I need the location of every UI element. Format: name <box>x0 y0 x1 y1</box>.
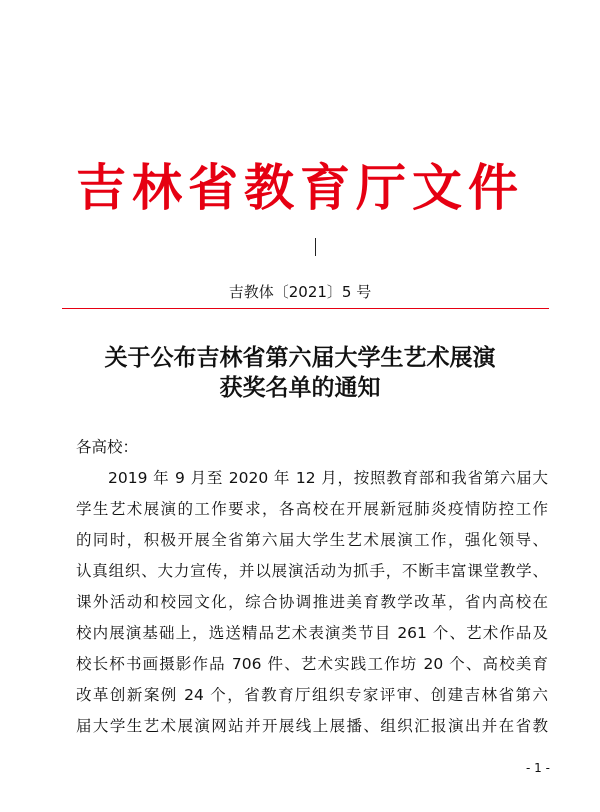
notice-title-line-2: 获奖名单的通知 <box>219 374 381 401</box>
document-header-title: 吉林省教育厅文件 <box>76 158 524 217</box>
document-number: 吉教体〔2021〕5 号 <box>228 283 372 301</box>
body-line-5: 课外活动和校园文化，综合协调推进美育教学改革，省内高校在 <box>76 593 548 611</box>
body-line-7: 校长杯书画摄影作品 706 件、艺术实践工作坊 20 个、高校美育 <box>76 655 548 673</box>
body-line-9: 届大学生艺术展演网站并开展线上展播、组织汇报演出并在省教 <box>76 717 548 735</box>
header-marker <box>315 238 316 256</box>
body-line-2: 学生艺术展演的工作要求，各高校在开展新冠肺炎疫情防控工作 <box>76 500 548 518</box>
body-line-3: 的同时，积极开展全省第六届大学生艺术展演工作，强化领导、 <box>76 531 548 549</box>
salutation: 各高校： <box>76 438 139 456</box>
body-line-4: 认真组织、大力宣传，并以展演活动为抓手，不断丰富课堂教学、 <box>76 562 548 580</box>
notice-title-line-1: 关于公布吉林省第六届大学生艺术展演 <box>104 344 496 371</box>
body-line-1: 2019 年 9 月至 2020 年 12 月，按照教育部和我省第六届大 <box>108 469 548 487</box>
body-line-8: 改革创新案例 24 个，省教育厅组织专家评审、创建吉林省第六 <box>76 686 548 704</box>
page-number: - 1 - <box>526 761 550 775</box>
body-line-6: 校内展演基础上，选送精品艺术表演类节目 261 个、艺术作品及 <box>76 624 548 642</box>
red-separator-line <box>62 308 549 309</box>
